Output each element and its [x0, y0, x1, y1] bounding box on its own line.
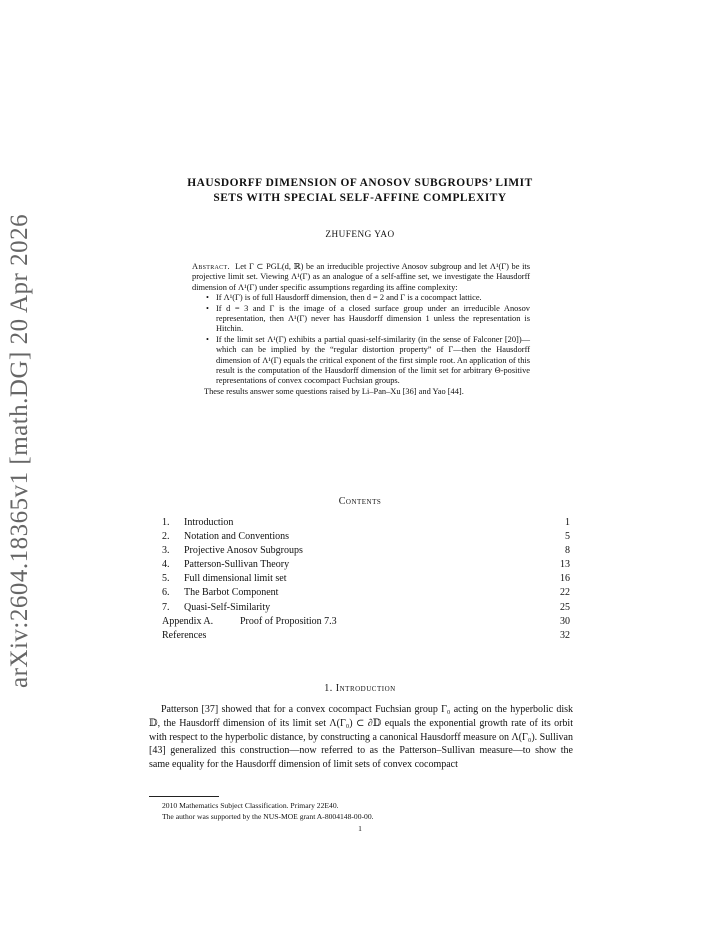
table-of-contents	[162, 516, 570, 643]
toc-entry-number: 6.	[162, 587, 170, 599]
toc-entry[interactable]	[162, 558, 570, 572]
toc-entry-page: 30	[560, 615, 570, 627]
toc-entry[interactable]	[162, 601, 570, 615]
toc-entry-page: 22	[560, 587, 570, 599]
abstract-bullet: • If the limit set Λ¹(Γ) exhibits a partial quasi-self-similarity (in the sense of Falconer [20])—which can be implied by the “regular distortion property” of Γ—then the Hausdorff dimension of Λ¹(Γ) equals the critical exponent of the first simple root. An application of this result is the computation of the Hausdorff dimension of the limit set for arbitrary Θ-positive representations of convex cocompact Fuchsian groups.	[216, 335, 530, 387]
toc-entry-page: 5	[565, 531, 570, 543]
toc-entry-page: 8	[565, 545, 570, 557]
abstract-bullet: • If d = 3 and Γ is the image of a closed surface group under an irreducible Anosov representation, then Λ¹(Γ) never has Hausdorff dimension 1 unless the representation is Hitchin.	[216, 304, 530, 335]
toc-entry[interactable]	[162, 586, 570, 600]
toc-entry-number: 5.	[162, 573, 170, 585]
toc-entry-title: Proof of Proposition 7.3	[240, 615, 337, 627]
author-name: ZHUFENG YAO	[325, 229, 395, 239]
toc-entry-number: 3.	[162, 545, 170, 557]
toc-entry-number: 2.	[162, 531, 170, 543]
toc-entry-title: Patterson-Sullivan Theory	[184, 559, 290, 571]
toc-entry-number: 4.	[162, 559, 170, 571]
section-heading: 1. Introduction	[324, 683, 396, 694]
abstract-intro	[192, 262, 530, 293]
toc-entry-title: Introduction	[184, 517, 234, 528]
abstract-lead: Abstract.	[192, 262, 230, 271]
toc-entry[interactable]	[162, 615, 570, 629]
introduction-paragraph: Patterson [37] showed that for a convex cocompact Fuchsian group Γ₀ acting on the hyperbolic disk 𝔻, the Hausdorff dimension of its limit set Λ(Γ₀) ⊂ ∂𝔻 equals the exponential growth rate of its orbit with respect to the hyperbolic distance, by constructing a canonical Hausdorff measure on Λ(Γ₀). Sullivan [43] generalized this construction—now referred to as the Patterson–Sullivan measure—to show the same equality for the Hausdorff dimension of limit sets of convex cocompact	[149, 704, 573, 771]
abstract-closing: These results answer some questions raised by Li–Pan–Xu [36] and Yao [44].	[204, 386, 464, 396]
footnotes	[162, 800, 582, 822]
paper-title	[120, 176, 600, 206]
toc-entry[interactable]	[162, 544, 570, 558]
abstract	[192, 262, 530, 397]
toc-entry-number: 1.	[162, 517, 170, 528]
toc-entry-page: 16	[560, 573, 570, 585]
toc-entry-number: 7.	[162, 601, 170, 613]
toc-entry-title: Quasi-Self-Similarity	[184, 601, 271, 613]
toc-entry[interactable]	[162, 516, 570, 530]
contents-heading: Contents	[338, 496, 382, 507]
toc-entry-title: References	[162, 629, 207, 641]
toc-entry[interactable]	[162, 572, 570, 586]
toc-entry-page: 13	[560, 559, 570, 571]
footnote-msc: 2010 Mathematics Subject Classification. Primary 22E40.	[162, 801, 339, 810]
abstract-bullet-list	[192, 293, 530, 387]
footnote-support: The author was supported by the NUS-MOE grant A-8004148-00-00.	[162, 812, 374, 821]
toc-entry-title: The Barbot Component	[184, 587, 279, 599]
toc-entry-number: Appendix A.	[162, 615, 214, 627]
footnote-rule	[149, 796, 219, 797]
abstract-bullet: • If Λ¹(Γ) is of full Hausdorff dimension, then d = 2 and Γ is a cocompact lattice.	[216, 293, 530, 303]
toc-entry-page: 1	[565, 517, 570, 528]
toc-entry-page: 25	[560, 601, 570, 613]
arxiv-identifier: arXiv:2604.18365v1 [math.DG] 20 Apr 2026	[6, 213, 33, 688]
toc-entry-title: Projective Anosov Subgroups	[184, 545, 303, 557]
abstract-intro-text: Let Γ ⊂ PGL(d, ℝ) be an irreducible projective Anosov subgroup and let Λ¹(Γ) be its projective limit set. Viewing Λ¹(Γ) as an analogue of a self-affine set, we investigate the Hausdorff dimension of Λ¹(Γ) under specific assumptions regarding its affine complexity:	[192, 262, 530, 292]
title-line-1: HAUSDORFF DIMENSION OF ANOSOV SUBGROUPS’ LIMIT	[187, 177, 533, 189]
toc-entry[interactable]	[162, 629, 570, 643]
toc-entry-title: Notation and Conventions	[184, 531, 289, 543]
toc-entry[interactable]	[162, 530, 570, 544]
toc-entry-title: Full dimensional limit set	[184, 573, 287, 585]
title-line-2: SETS WITH SPECIAL SELF-AFFINE COMPLEXITY	[213, 192, 507, 204]
page-number: 1	[358, 824, 362, 833]
toc-entry-page: 32	[560, 629, 570, 641]
